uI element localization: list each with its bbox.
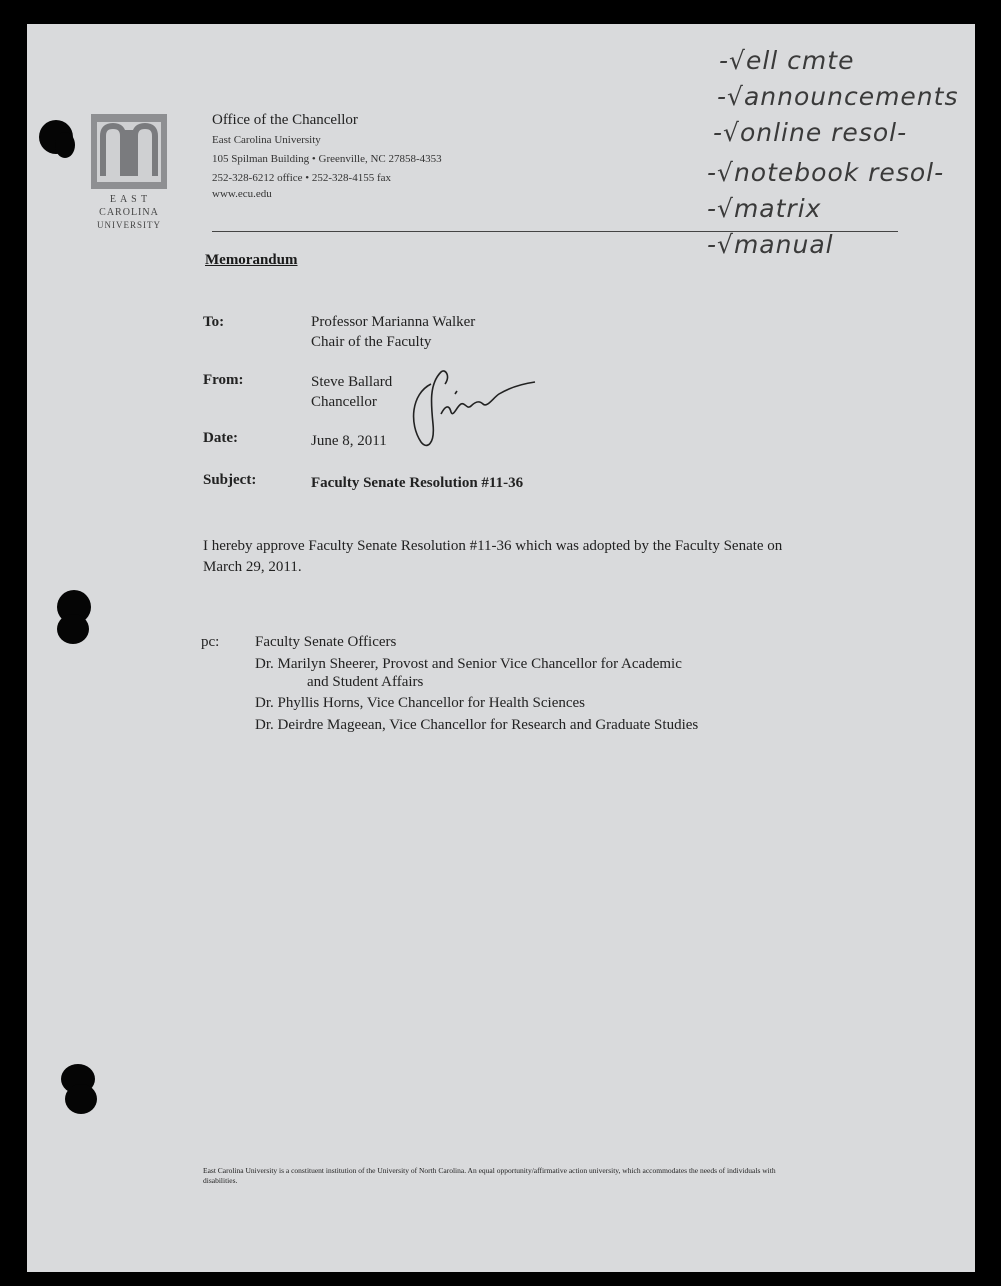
- memo-body: I hereby approve Faculty Senate Resolution #11-36 which was adopted by the Faculty Senate on March 29, 2011.: [203, 538, 783, 575]
- from-name: Steve Ballard: [311, 374, 393, 390]
- date-value: June 8, 2011: [311, 433, 387, 449]
- pc-label: pc:: [201, 634, 220, 650]
- logo-line-east: E A S T: [109, 194, 149, 205]
- letterhead-web: www.ecu.edu: [212, 188, 272, 200]
- letterhead-address: 105 Spilman Building • Greenville, NC 27858-4353: [212, 153, 442, 165]
- pc-recipient: Dr. Deirdre Mageean, Vice Chancellor for Research and Graduate Studies: [255, 717, 699, 733]
- handwritten-note: -√ell cmte: [719, 46, 855, 75]
- handwritten-note: -√announcements: [717, 82, 959, 111]
- date-label: Date:: [203, 430, 238, 446]
- letterhead-university: East Carolina University: [212, 134, 321, 146]
- ecu-logo: [91, 114, 167, 232]
- pc-recipient: Faculty Senate Officers: [255, 634, 397, 650]
- letterhead-office: Office of the Chancellor: [212, 112, 358, 128]
- handwritten-note: -√notebook resol-: [707, 158, 945, 187]
- to-title: Chair of the Faculty: [311, 334, 432, 350]
- punch-hole-bottom-2: [65, 1084, 97, 1114]
- punch-hole-middle-2: [57, 614, 89, 644]
- subject-label: Subject:: [203, 472, 257, 488]
- from-label: From:: [203, 372, 244, 388]
- pc-recipient: Dr. Phyllis Horns, Vice Chancellor for Health Sciences: [255, 695, 585, 711]
- ecu-logo-mark: [91, 114, 167, 189]
- handwritten-note: -√matrix: [707, 194, 822, 223]
- footer-notice: East Carolina University is a constituent institution of the University of North Carolina. An equal opportunity/affirmative action university, which accommodates the needs of individuals with disabilities.: [203, 1166, 776, 1185]
- letterhead-phone: 252-328-6212 office • 252-328-4155 fax: [212, 172, 391, 184]
- punch-hole-top-2: [55, 132, 75, 158]
- memo-page: [27, 24, 975, 1272]
- handwritten-note: -√manual: [707, 230, 834, 259]
- to-label: To:: [203, 314, 225, 330]
- handwritten-note: -√online resol-: [713, 118, 908, 147]
- signature: [401, 354, 541, 454]
- memo-title: Memorandum: [205, 252, 298, 268]
- to-name: Professor Marianna Walker: [311, 314, 476, 330]
- logo-line-carolina: CAROLINA: [99, 207, 159, 218]
- logo-line-university: UNIVERSITY: [97, 220, 161, 230]
- subject-value: Faculty Senate Resolution #11-36: [311, 475, 524, 491]
- pc-recipient-continuation: and Student Affairs: [307, 674, 424, 690]
- from-title: Chancellor: [311, 394, 377, 410]
- pc-recipient: Dr. Marilyn Sheerer, Provost and Senior Vice Chancellor for Academic: [255, 656, 682, 672]
